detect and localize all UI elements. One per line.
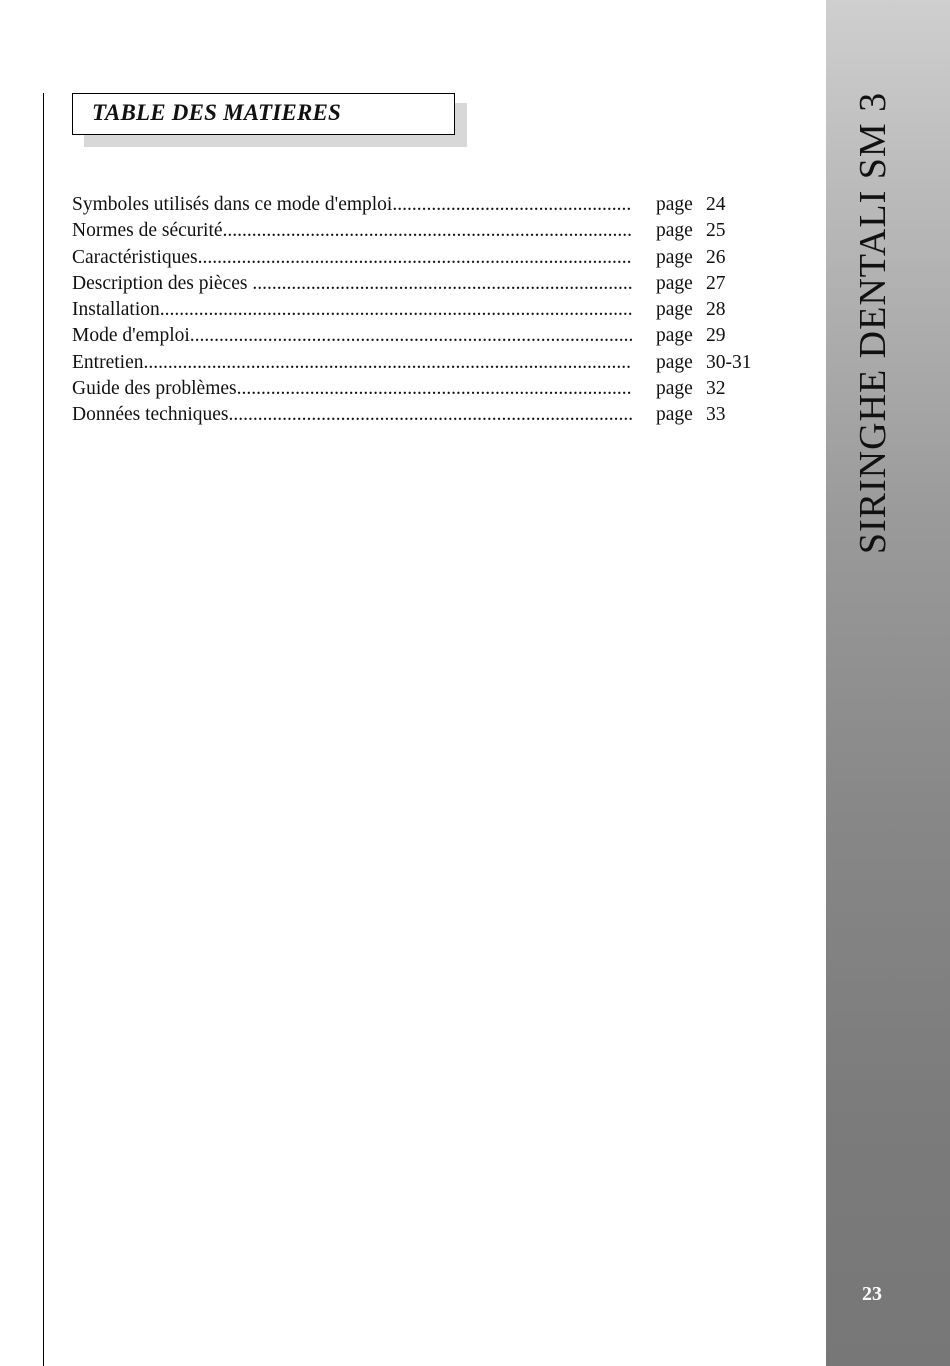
toc-entry-label: Entretien .....	[72, 350, 632, 376]
toc-row[interactable]	[72, 376, 772, 402]
toc-row[interactable]	[72, 245, 772, 271]
table-of-contents	[72, 192, 772, 429]
toc-row[interactable]	[72, 350, 772, 376]
page-title: TABLE DES MATIERES	[92, 100, 342, 125]
toc-row[interactable]	[72, 402, 772, 428]
page-number: 23	[862, 1283, 882, 1305]
toc-page-label: page	[656, 351, 693, 373]
toc-page-number: 28	[706, 299, 726, 321]
toc-row[interactable]	[72, 218, 772, 244]
toc-page-label: page	[656, 378, 693, 400]
toc-page-label: page	[656, 246, 693, 268]
toc-entry-label: Installation .....	[72, 297, 632, 323]
toc-page-label: page	[656, 299, 693, 321]
toc-page-number: 27	[706, 272, 726, 294]
left-margin-rule	[43, 93, 44, 1366]
toc-page-number: 33	[706, 404, 726, 426]
toc-page-label: page	[656, 194, 693, 215]
toc-entry-label: Caractéristiques .....	[72, 245, 632, 271]
toc-entry-label: Guide des problèmes .....	[72, 376, 632, 402]
title-box	[72, 93, 455, 135]
toc-page-number: 25	[706, 220, 726, 242]
toc-row[interactable]	[72, 297, 772, 323]
toc-page-number: 30-31	[706, 351, 752, 373]
toc-entry-label: Mode d'emploi .....	[72, 323, 632, 349]
toc-page-label: page	[656, 404, 693, 426]
toc-page-number: 24	[706, 194, 726, 215]
toc-row[interactable]	[72, 271, 772, 297]
toc-row[interactable]	[72, 192, 772, 218]
toc-page-label: page	[656, 272, 693, 294]
toc-page-label: page	[656, 220, 693, 242]
toc-page-label: page	[656, 325, 693, 347]
toc-page-number: 26	[706, 246, 726, 268]
toc-row[interactable]	[72, 323, 772, 349]
toc-entry-label: Normes de sécurité .....	[72, 218, 632, 244]
toc-page-number: 32	[706, 378, 726, 400]
side-banner-title: SIRINGHE DENTALI SM 3	[852, 91, 894, 555]
toc-entry-label: Symboles utilisés dans ce mode d'emploi .....	[72, 192, 632, 218]
toc-entry-label: Description des pièces .....	[72, 271, 632, 297]
toc-page-number: 29	[706, 325, 726, 347]
toc-entry-label: Données techniques .....	[72, 402, 632, 428]
